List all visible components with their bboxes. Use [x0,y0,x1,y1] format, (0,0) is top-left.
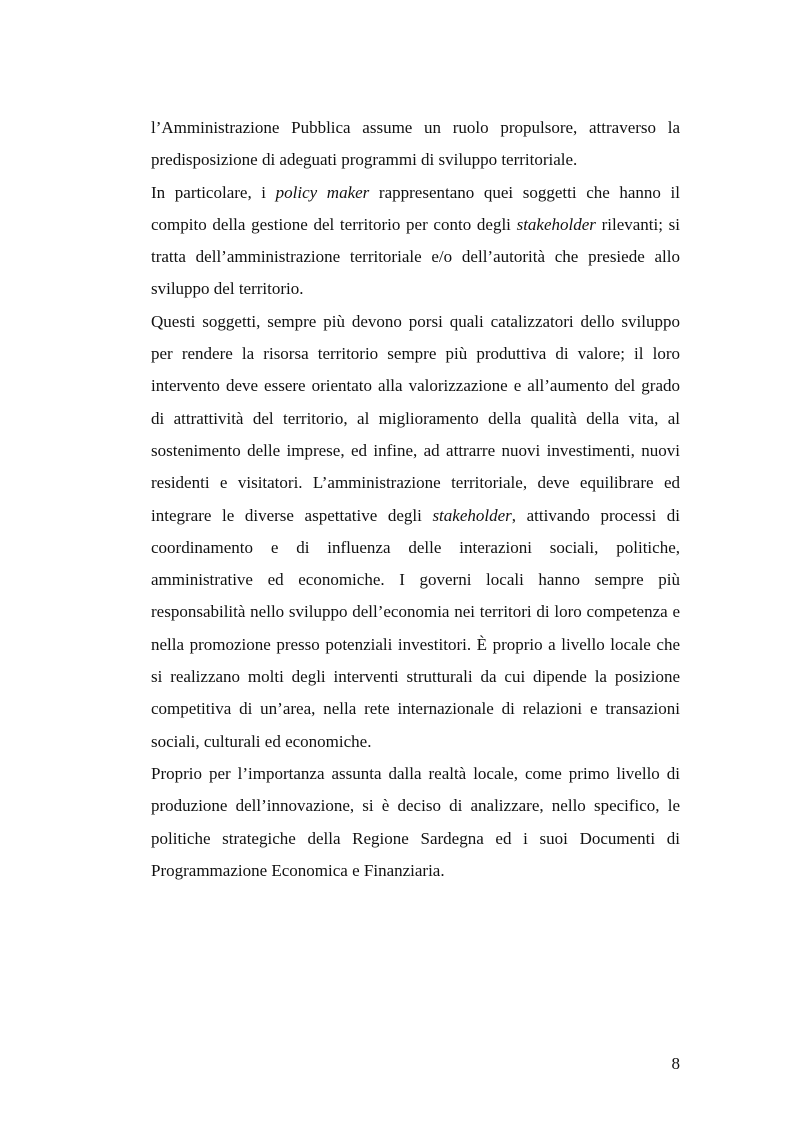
paragraph-3-text-1: Questi soggetti, sempre più devono porsi quali catalizzatori dello sviluppo per rendere la risorsa territorio sempre più produttiva di valore; il loro intervento deve essere orientato alla valorizzazione e all’aumento del grado di attrattività del territorio, al miglioramento della qualità della vita, al sostenimento delle imprese, ed infine, ad attrarre nuovi investimenti, nuovi residenti e visitatori. L’amministrazione territoriale, deve equilibrare ed integrare le diverse aspettative degli [151,311,680,525]
paragraph-2-italic-stakeholder: stakeholder [516,214,596,234]
paragraph-3 [151,306,680,758]
paragraph-2-text-2: rappresentano quei soggetti che hanno il compito della gestione del territorio per conto degli [151,182,680,234]
paragraph-1-text: l’Amministrazione Pubblica assume un ruolo propulsore, attraverso la predisposizione di adeguati programmi di sviluppo territoriale. [151,118,680,170]
paragraph-2-text-3: rilevanti; si tratta dell’amministrazione territoriale e/o dell’autorità che presiede allo sviluppo del territorio. [151,214,680,299]
paragraph-2-italic-policy-maker: policy maker [275,182,370,202]
body-text [151,112,680,887]
paragraph-4-text: Proprio per l’importanza assunta dalla realtà locale, come primo livello di produzione dell’innovazione, si è deciso di analizzare, nello specifico, le politiche strategiche della Regione Sardegna ed i suoi Documenti di Programmazione Economica e Finanziaria. [151,763,680,880]
paragraph-3-italic-stakeholder: stakeholder [432,505,512,525]
paragraph-4 [151,758,680,887]
paragraph-2 [151,177,680,306]
paragraph-1 [151,112,680,177]
paragraph-2-text-1: In particolare, i [151,182,276,202]
paragraph-3-text-2: , attivando processi di coordinamento e di influenza delle interazioni sociali, politiche, amministrative ed economiche. I governi locali hanno sempre più responsabilità nello sviluppo dell’economia nei territori di loro competenza e nella promozione presso potenziali investitori. È proprio a livello locale che si realizzano molti degli interventi strutturali da cui dipende la posizione competitiva di un’area, nella rete internazionale di relazioni e transazioni sociali, culturali ed economiche. [151,505,680,751]
page-number: 8 [671,1054,680,1073]
